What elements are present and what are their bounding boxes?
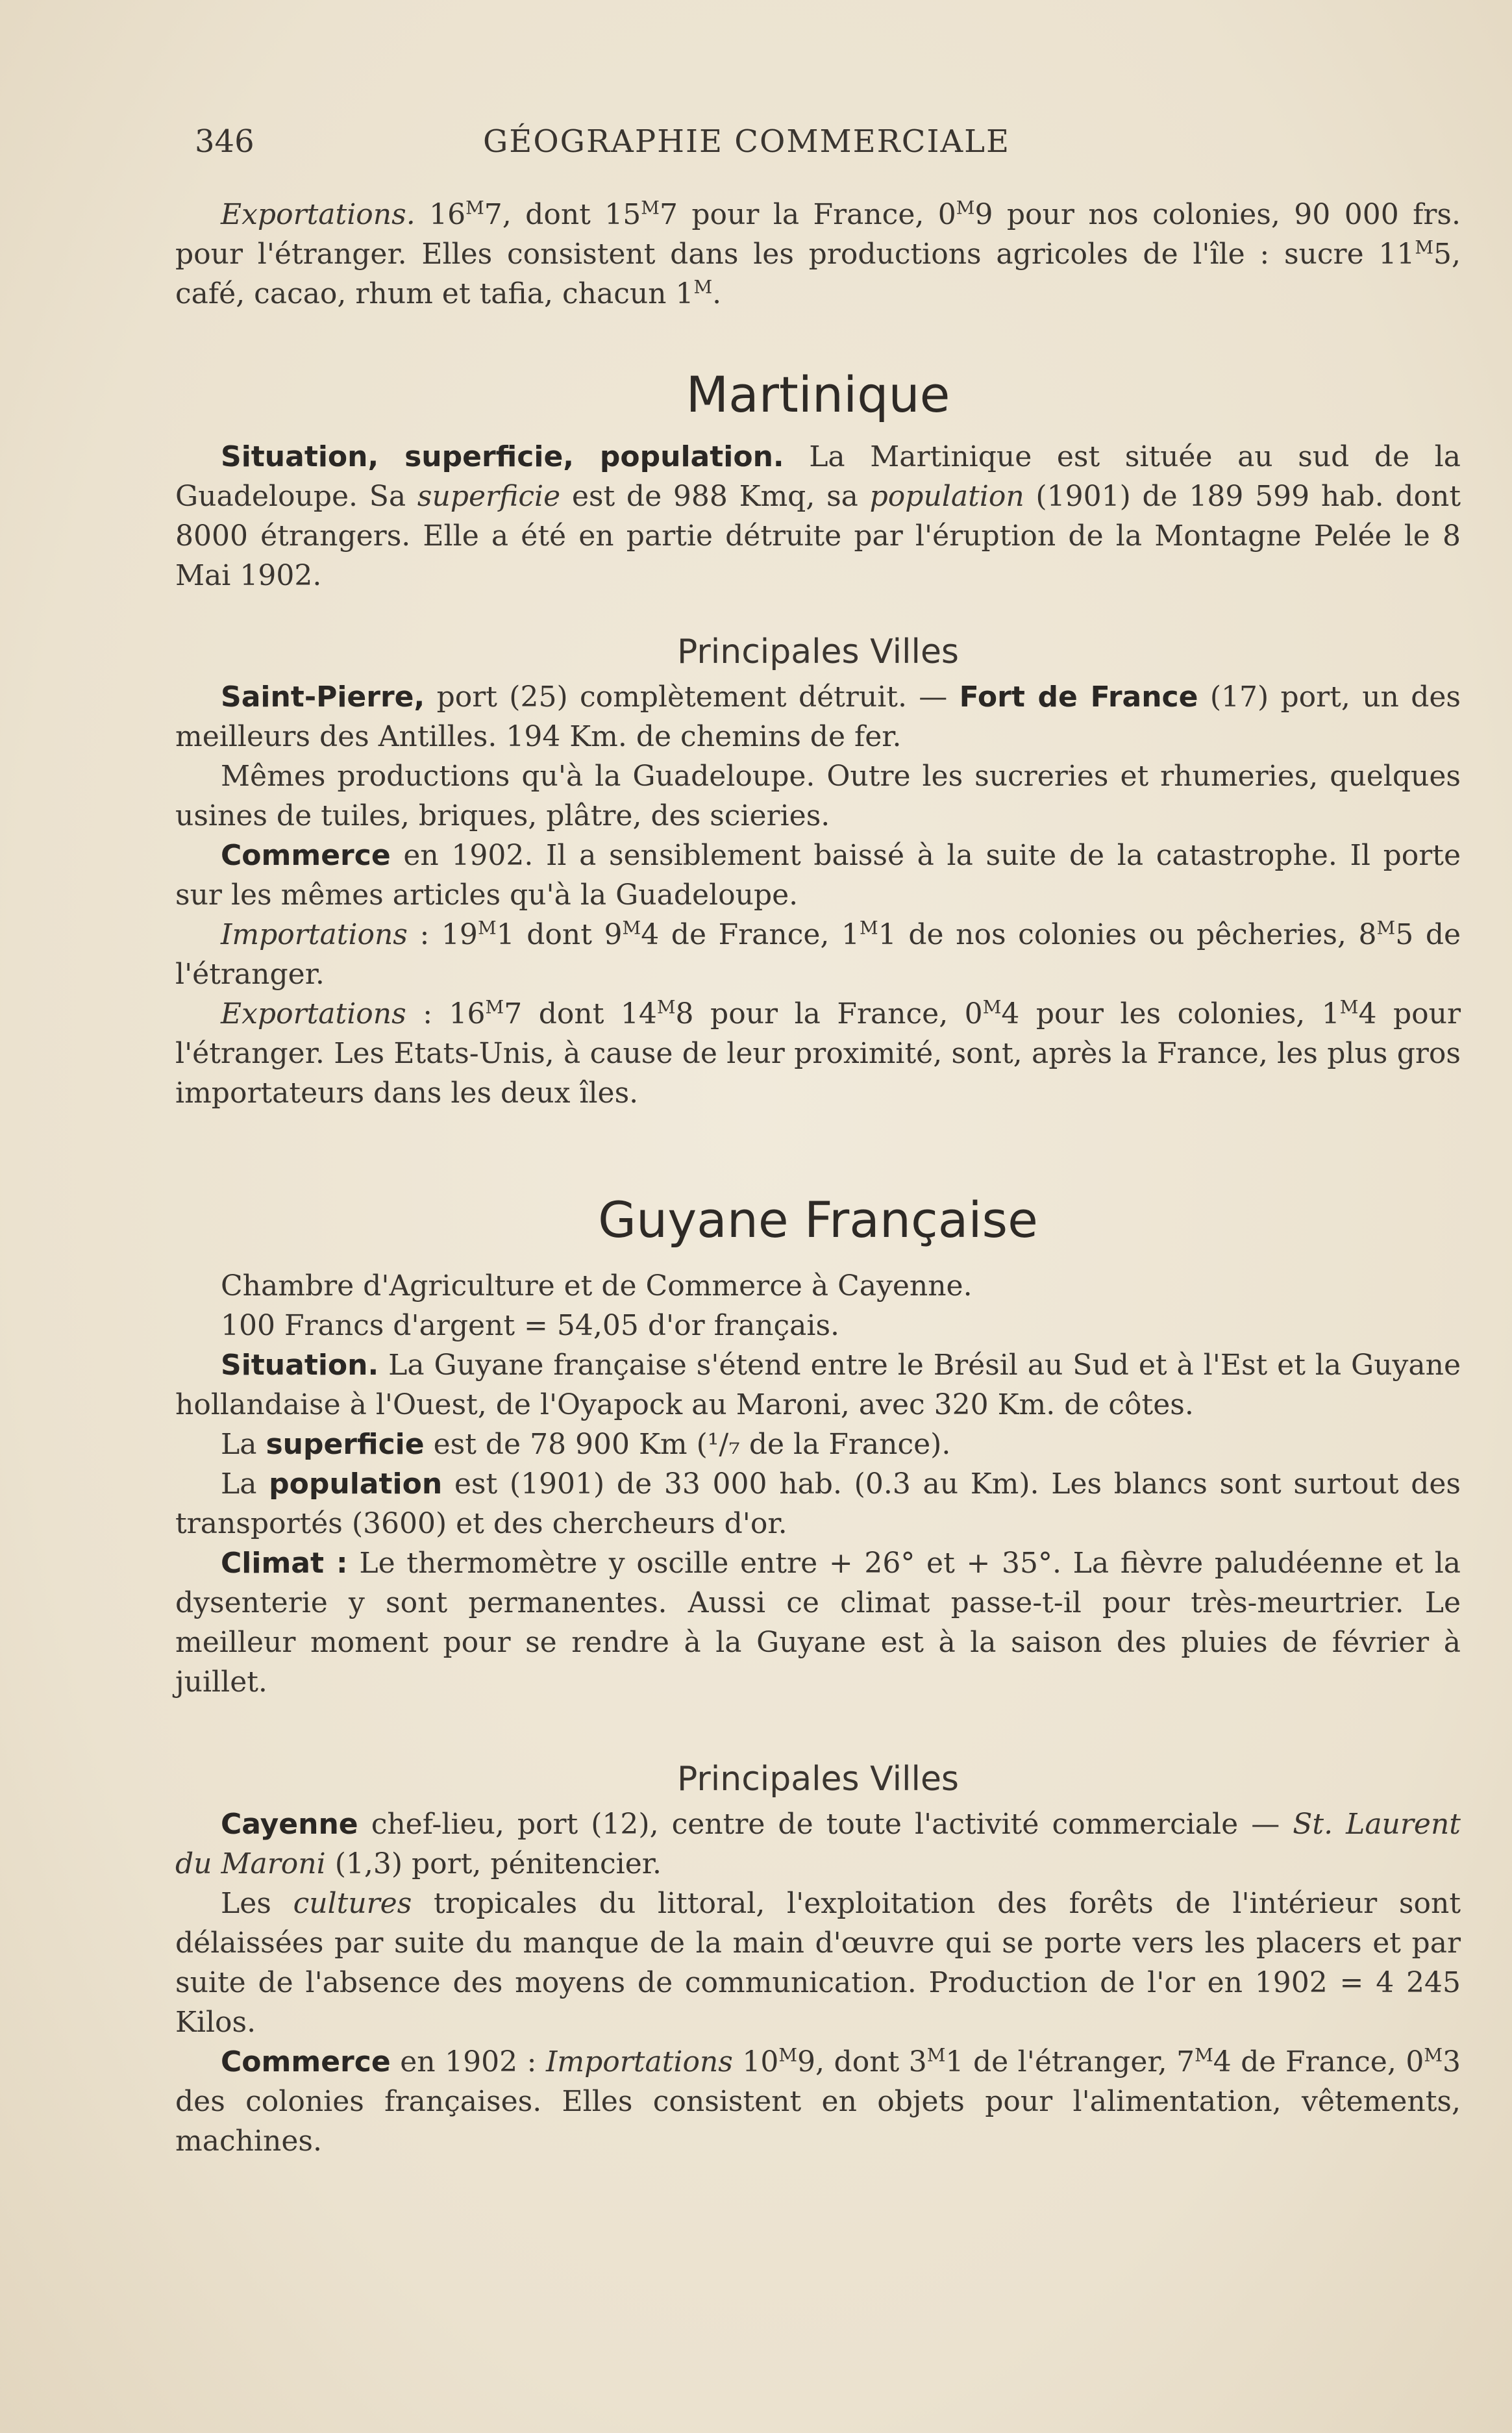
page-body [175, 195, 1461, 2161]
subsection-title-martinique-villes: Principales Villes [676, 632, 960, 671]
guyane-cultures-paragraph: Les cultures tropicales du littoral, l'exploitation des forêts de l'intérieur sont délaissées par suite du manque de la main d'œuvre qui se porte vers les placers et par suite de l'absence des moyens de communication. Production de l'or en 1902 = 4 245 Kilos. [175, 1887, 1461, 2039]
guyane-population-paragraph: La population est (1901) de 33 000 hab. (0.3 au Km). Les blancs sont surtout des transportés (3600) et des chercheurs d'or. [175, 1467, 1461, 1540]
guyane-villes-paragraph: Cayenne chef-lieu, port (12), centre de toute l'activité commerciale — St. Laurent du Maroni (1,3) port, pénitencier. [175, 1808, 1461, 1880]
section-title-martinique: Martinique [686, 366, 950, 423]
martinique-productions-paragraph: Mêmes productions qu'à la Guadeloupe. Outre les sucreries et rhumeries, quelques usines de tuiles, briques, plâtre, des scieries. [175, 760, 1461, 832]
subsection-title-guyane-villes: Principales Villes [676, 1760, 960, 1799]
martinique-imports-paragraph: Importations : $19^M1$ dont $9^M4$ de France, $1^M1$ de nos colonies ou pêcheries, $8^M5$ de l'étranger. [175, 917, 1461, 991]
page-number: 346 [195, 123, 254, 160]
guyane-francs-line: 100 Francs d'argent = 54,05 d'or français. [221, 1309, 840, 1342]
martinique-commerce-paragraph: Commerce en 1902. Il a sensiblement baissé à la suite de la catastrophe. Il porte sur les mêmes articles qu'à la Guadeloupe. [175, 839, 1461, 912]
martinique-exports-paragraph: Exportations : $16^M7$ dont $14^M8$ pour la France, $0^M4$ pour les colonies, $1^M4$ pour l'étranger. Les Etats-Unis, à cause de leur proximité, sont, après la France, les plus gros importateurs dans les deux îles. [175, 996, 1461, 1110]
guyane-chambre-line: Chambre d'Agriculture et de Commerce à Cayenne. [221, 1269, 973, 1303]
guyane-superficie-paragraph: La superficie est de 78 900 Km (¹/₇ de la France). [221, 1428, 951, 1461]
guyane-commerce-paragraph: Commerce en 1902 : Importations $10^M9$, dont $3^M1$ de l'étranger, $7^M4$ de France, $0^M3$ des colonies françaises. Elles consistent en objets pour l'alimentation, vêtements, machines. [175, 2044, 1461, 2158]
martinique-situation-paragraph: Situation, superficie, population. La Martinique est située au sud de la Guadeloupe. Sa superficie est de 988 Kmq, sa population (1901) de 189 599 hab. dont 8000 étrangers. Elle a été en partie détruite par l'éruption de la Montagne Pelée le 8 Mai 1902. [175, 440, 1461, 592]
section-title-guyane: Guyane Française [598, 1191, 1038, 1249]
running-title: GÉOGRAPHIE COMMERCIALE [482, 123, 1011, 160]
guadeloupe-exports-paragraph: Exportations. $16^M7$, dont $15^M7$ pour la France, $0^M9$ pour nos colonies, 90 000 frs. pour l'étranger. Elles consistent dans les productions agricoles de l'île : sucre $11^M5$, café, cacao, rhum et tafia, chacun $1^M$. [175, 197, 1461, 310]
martinique-villes-paragraph: Saint-Pierre, port (25) complètement détruit. — Fort de France (17) port, un des meilleurs des Antilles. 194 Km. de chemins de fer. [175, 680, 1461, 753]
guyane-climat-paragraph: Climat : Le thermomètre y oscille entre + 26° et + 35°. La fièvre paludéenne et la dysenterie y sont permanentes. Aussi ce climat passe-t-il pour très-meurtrier. Le meilleur moment pour se rendre à la Guyane est à la saison des pluies de février à juillet. [175, 1547, 1461, 1699]
guyane-situation-paragraph: Situation. La Guyane française s'étend entre le Brésil au Sud et à l'Est et la Guyane hollandaise à l'Ouest, de l'Oyapock au Maroni, avec 320 Km. de côtes. [175, 1349, 1461, 1421]
page-header [188, 123, 1305, 169]
